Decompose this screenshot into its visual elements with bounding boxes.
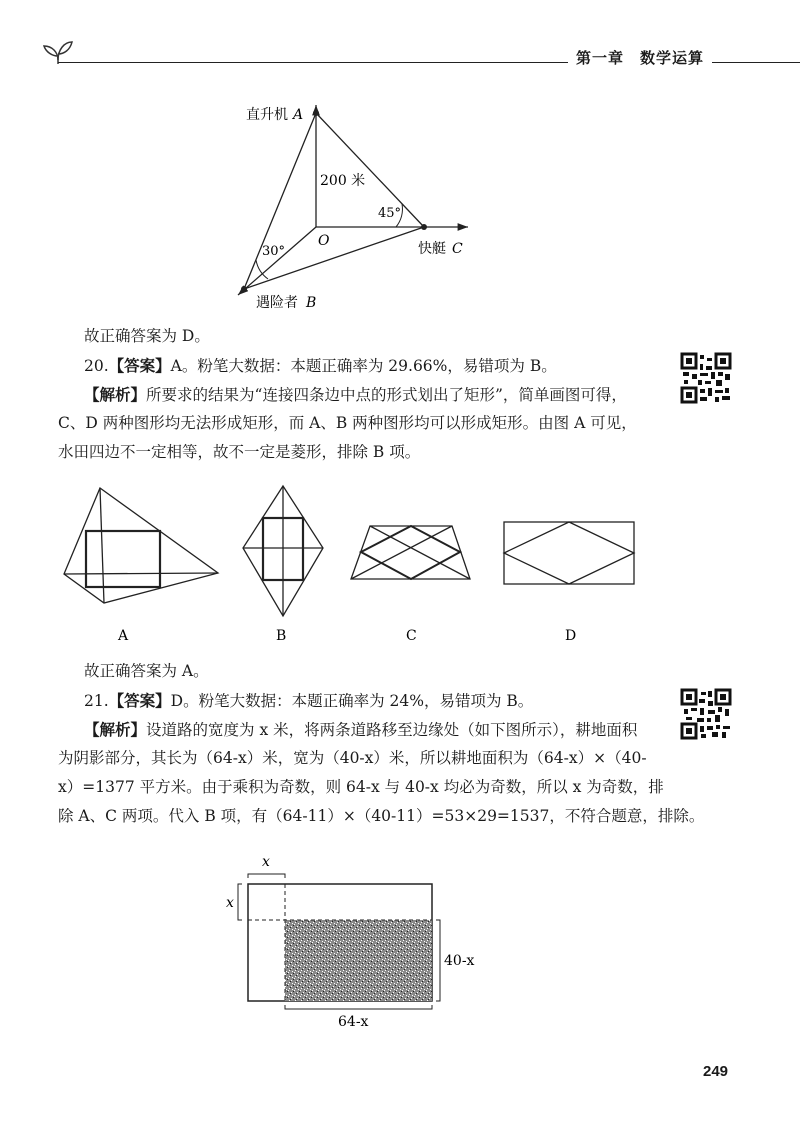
q20-conclusion: 故正确答案为 A。 <box>84 662 209 680</box>
q20-analysis-line3: 水田四边不一定相等，故不一定是菱形，排除 B 项。 <box>58 443 421 461</box>
edge-AB <box>244 113 316 289</box>
chapter-title: 第一章 数学运算 <box>568 47 712 68</box>
shape-label-C: C <box>406 628 417 644</box>
q21-field-figure <box>0 840 800 1040</box>
q21-analysis-text1: 设道路的宽度为 x 米，将两条道路移至边缘处（如下图所示），耕地面积 <box>146 721 638 739</box>
label-right: 40-x <box>444 953 475 969</box>
label-C: C <box>452 241 463 257</box>
q21-analysis-line1 <box>84 715 637 745</box>
q21-analysis-line3: x）=1377 平方米。由于乘积为奇数，则 64-x 与 40-x 均必为奇数，所以 x 为奇数，排 <box>58 778 664 796</box>
label-A: A <box>293 107 304 123</box>
point-B <box>241 286 247 292</box>
q21-answer: D。粉笔大数据：本题正确率为 24%，易错项为 B。 <box>170 692 534 710</box>
label-left-x: x <box>226 895 234 911</box>
arable-land-shaded <box>285 920 432 1001</box>
brace-right <box>436 920 440 1001</box>
brace-left-x <box>238 884 242 920</box>
axis-diagonal <box>238 227 316 295</box>
brace-bottom <box>285 1005 432 1009</box>
q20-answer-line <box>84 351 692 381</box>
label-O: O <box>318 233 330 249</box>
q20-analysis-tag: 【解析】 <box>84 385 147 404</box>
edge-AC <box>316 113 424 227</box>
q20-number: 20. <box>84 357 109 375</box>
q21-answer-line <box>84 686 692 716</box>
q20-answer-tag: 【答案】 <box>108 356 171 375</box>
q21-number: 21. <box>84 692 109 710</box>
brace-top-x <box>248 874 285 878</box>
label-45: 45° <box>378 206 402 221</box>
shape-C <box>351 526 470 579</box>
label-top-x: x <box>262 854 270 870</box>
label-distance: 200 米 <box>320 173 366 189</box>
q20-analysis-line2: C、D 两种图形均无法形成矩形，而 A、B 两种图形均可以形成矩形。由图 A 可见， <box>58 414 637 432</box>
q20-analysis-text1: 所要求的结果为“连接四条边中点的形式划出了矩形”，简单画图可得， <box>146 386 627 404</box>
shape-label-A: A <box>118 628 129 644</box>
label-boat: 快艇 <box>418 241 446 257</box>
q21-analysis-line2: 为阴影部分，其长为（64-x）米，宽为（40-x）米，所以耕地面积为（64-x）×（40- <box>58 749 647 767</box>
shape-D <box>504 522 634 584</box>
point-C <box>421 224 427 230</box>
label-30: 30° <box>262 244 286 259</box>
q20-analysis-line1 <box>84 380 627 410</box>
qr-code-icon[interactable] <box>680 688 732 740</box>
page-number: 249 <box>703 1063 729 1080</box>
q20-shapes-figure <box>0 478 800 648</box>
label-bottom: 64-x <box>338 1014 369 1030</box>
shape-A <box>64 488 218 603</box>
q21-answer-tag: 【答案】 <box>108 691 171 710</box>
point-A <box>313 110 319 116</box>
shape-B <box>243 486 323 616</box>
q19-conclusion: 故正确答案为 D。 <box>84 327 210 345</box>
q21-analysis-line4: 除 A、C 两项。代入 B 项，有（64-11）×（40-11）=53×29=1537，不符合题意，排除。 <box>58 807 705 825</box>
label-rescuee: 遇险者 <box>256 295 298 311</box>
qr-code-icon[interactable] <box>680 352 732 404</box>
label-B: B <box>306 295 317 311</box>
leaf-icon <box>40 34 76 64</box>
q21-analysis-tag: 【解析】 <box>84 720 147 739</box>
shape-label-D: D <box>565 628 577 644</box>
q20-answer: A。粉笔大数据：本题正确率为 29.66%，易错项为 B。 <box>170 357 557 375</box>
shape-label-B: B <box>276 628 287 644</box>
angle-arc-30 <box>256 260 268 279</box>
label-helicopter: 直升机 <box>246 107 288 123</box>
